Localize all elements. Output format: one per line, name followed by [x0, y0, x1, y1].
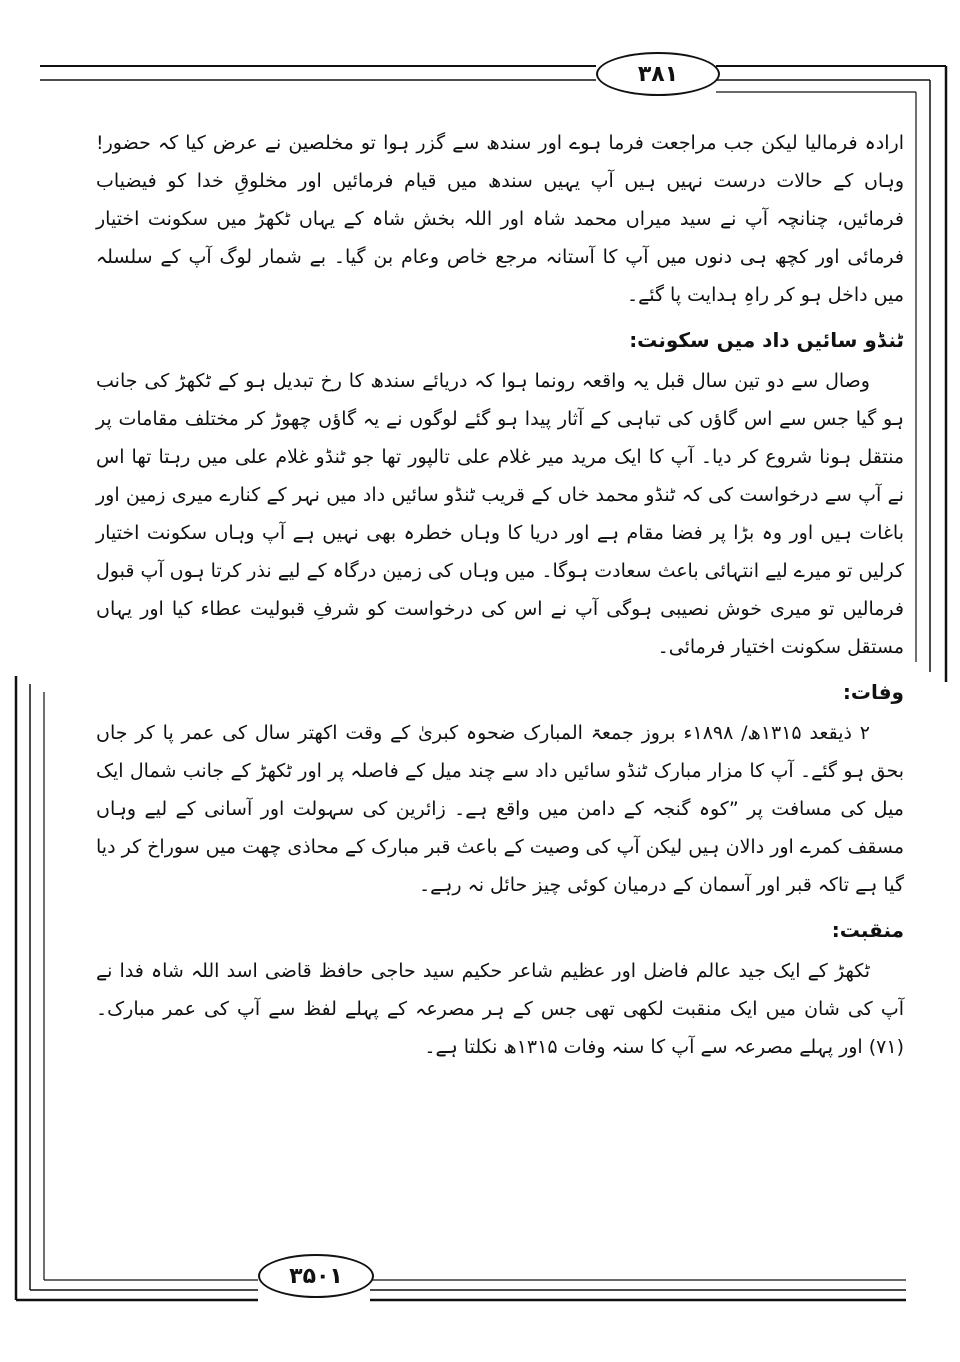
opening-paragraph: ارادہ فرمالیا لیکن جب مراجعت فرما ہوے اور سندھ سے گزر ہوا تو مخلصین نے عرض کیا کہ حضور! وہاں کے حالات درست نہیں ہیں آپ یہیں سندھ میں قیام فرمائیں اور مخلوقِ خدا کو فیضیاب فرمائیں، چنانچہ آپ نے سید میراں محمد شاہ اور اللہ بخش شاہ کے یہاں ٹکھڑ میں سکونت اختیار فرمائی اور کچھ ہی دنوں میں آپ کا آستانہ مرجع خاص وعام بن گیا۔ بے شمار لوگ آپ کے سلسلہ میں داخل ہو کر راہِ ہدایت پا گئے۔ [96, 132, 904, 306]
paragraph-wafat: ۲ ذیقعد ۱۳۱۵ھ/ ۱۸۹۸ء بروز جمعۃ المبارک ضحوہ کبریٰ کے وقت اکھتر سال کی عمر پا کر جاں بحق ہو گئے۔ آپ کا مزار مبارک ٹنڈو سائیں داد سے چند میل کے فاصلہ پر اور ٹکھڑ کے جانب شمال ایک میل کی مسافت پر ”کوہ گنجہ کے دامن میں واقع ہے۔ زائرین کی سہولت اور آسانی کے لیے وہاں مسقف کمرے اور دالان ہیں لیکن آپ کی وصیت کے باعث قبر مبارک کے محاذی چھت میں سوراخ کر دیا گیا ہے تاکہ قبر اور آسمان کے درمیان کوئی چیز حائل نہ رہے۔ [96, 722, 904, 896]
heading-tando-saeen-dad: ٹنڈو سائیں داد میں سکونت: [629, 328, 904, 352]
page-body [96, 124, 904, 1074]
paragraph-tando-saeen-dad: وصال سے دو تین سال قبل یہ واقعہ رونما ہوا کہ دریائے سندھ کا رخ تبدیل ہو کے ٹکھڑ کی جانب ہو گیا جس سے اس گاؤں کی تباہی کے آثار پیدا ہو گئے لوگوں نے یہ گاؤں چھوڑ کر مختلف مقامات پر منتقل ہونا شروع کر دیا۔ آپ کا ایک مرید میر غلام علی تالپور تھا جو ٹنڈو غلام علی میں رہتا تھا اس نے آپ سے درخواست کی کہ ٹنڈو محمد خاں کے قریب ٹنڈو سائیں داد میں نہر کے کنارے میری زمین اور باغات ہیں اور وہ بڑا پر فضا مقام ہے اور دریا کا وہاں خطرہ بھی نہیں ہے آپ وہاں سکونت اختیار کرلیں تو میرے لیے انتہائی باعث سعادت ہوگا۔ میں وہاں کی زمین درگاہ کے لیے نذر کرتا ہوں آپ قبول فرمالیں تو میری خوش نصیبی ہوگی آپ نے اس کی درخواست کو شرفِ قبولیت عطاء کیا اور یہاں مستقل سکونت اختیار فرمائی۔ [96, 370, 904, 658]
heading-wafat: وفات: [842, 680, 904, 704]
page-number-top: ۳۸۱ [596, 52, 720, 96]
page-number-bottom: ۳۵۰۱ [258, 1254, 374, 1298]
heading-manqabat: منقبت: [831, 918, 904, 942]
paragraph-manqabat: ٹکھڑ کے ایک جید عالم فاضل اور عظیم شاعر حکیم سید حاجی حافظ قاضی اسد اللہ شاہ فدا نے آپ کی شان میں ایک منقبت لکھی تھی جس کے ہر مصرعہ کے پہلے لفظ سے آپ کی عمر مبارک۔ (۷۱) اور پہلے مصرعہ سے آپ کا سنہ وفات ۱۳۱۵ھ نکلتا ہے۔ [96, 960, 904, 1058]
